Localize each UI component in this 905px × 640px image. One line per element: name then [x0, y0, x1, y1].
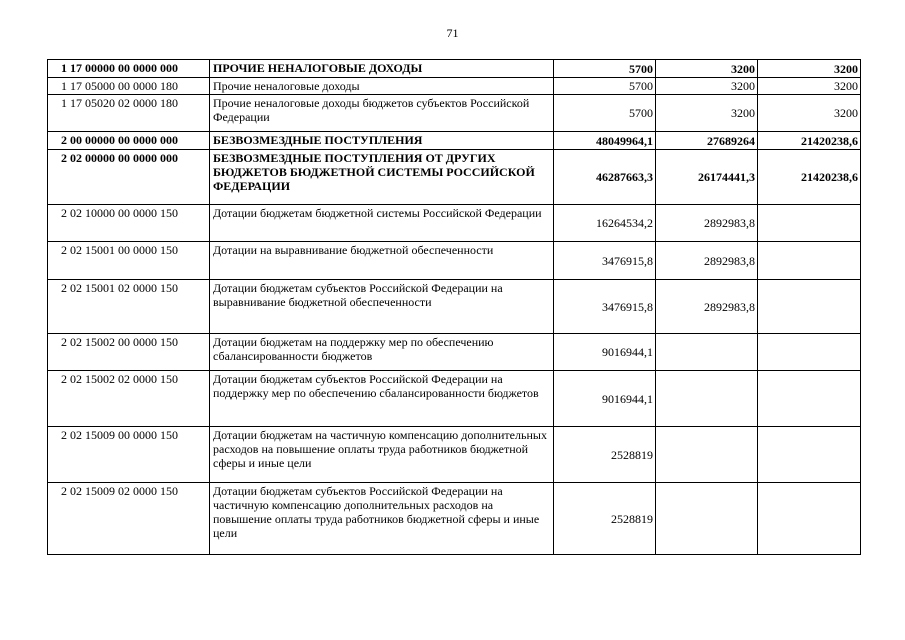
row-code-cell: 2 02 15009 00 0000 150: [48, 427, 210, 483]
row-value-year3-cell: [758, 242, 861, 280]
row-value-year2-cell: [656, 427, 758, 483]
row-value-year2-cell: 3200: [656, 60, 758, 78]
row-value-year1-cell: 9016944,1: [554, 371, 656, 427]
table-row: [48, 483, 861, 555]
row-value-year3-cell: [758, 205, 861, 242]
row-value-year1-cell: 9016944,1: [554, 334, 656, 371]
row-value-year3-cell: [758, 334, 861, 371]
row-value-year1-cell: 5700: [554, 60, 656, 78]
row-code-cell: 2 02 10000 00 0000 150: [48, 205, 210, 242]
row-name-cell: БЕЗВОЗМЕЗДНЫЕ ПОСТУПЛЕНИЯ ОТ ДРУГИХ БЮДЖЕТОВ БЮДЖЕТНОЙ СИСТЕМЫ РОССИЙСКОЙ ФЕДЕРАЦИИ: [210, 150, 554, 205]
row-code-cell: 2 02 15009 02 0000 150: [48, 483, 210, 555]
row-name-cell: Дотации бюджетам субъектов Российской Федерации на поддержку мер по обеспечению сбалансированности бюджетов: [210, 371, 554, 427]
row-name-cell: ПРОЧИЕ НЕНАЛОГОВЫЕ ДОХОДЫ: [210, 60, 554, 78]
table-row: [48, 242, 861, 280]
row-value-year2-cell: 27689264: [656, 132, 758, 150]
row-name-cell: Дотации бюджетам бюджетной системы Российской Федерации: [210, 205, 554, 242]
row-value-year3-cell: 3200: [758, 60, 861, 78]
row-value-year2-cell: 2892983,8: [656, 242, 758, 280]
row-value-year2-cell: [656, 334, 758, 371]
row-name-cell: Дотации на выравнивание бюджетной обеспеченности: [210, 242, 554, 280]
row-code-cell: 2 02 15002 02 0000 150: [48, 371, 210, 427]
row-code-cell: 2 02 15001 00 0000 150: [48, 242, 210, 280]
row-value-year3-cell: 21420238,6: [758, 132, 861, 150]
row-value-year2-cell: 26174441,3: [656, 150, 758, 205]
row-value-year1-cell: 5700: [554, 78, 656, 95]
budget-revenue-table: [47, 59, 861, 555]
table-row: [48, 60, 861, 78]
row-value-year3-cell: [758, 427, 861, 483]
row-value-year2-cell: 2892983,8: [656, 205, 758, 242]
row-name-cell: Дотации бюджетам на поддержку мер по обеспечению сбалансированности бюджетов: [210, 334, 554, 371]
table-row: [48, 132, 861, 150]
table-row: [48, 371, 861, 427]
row-value-year2-cell: 3200: [656, 95, 758, 132]
row-name-cell: БЕЗВОЗМЕЗДНЫЕ ПОСТУПЛЕНИЯ: [210, 132, 554, 150]
table-row: [48, 95, 861, 132]
row-code-cell: 2 00 00000 00 0000 000: [48, 132, 210, 150]
row-value-year2-cell: 3200: [656, 78, 758, 95]
row-value-year3-cell: [758, 280, 861, 334]
row-value-year1-cell: 2528819: [554, 427, 656, 483]
row-value-year3-cell: [758, 371, 861, 427]
row-name-cell: Дотации бюджетам на частичную компенсацию дополнительных расходов на повышение оплаты труда работников бюджетной сферы и иные цели: [210, 427, 554, 483]
row-value-year2-cell: 2892983,8: [656, 280, 758, 334]
row-value-year3-cell: 3200: [758, 95, 861, 132]
table-row: [48, 427, 861, 483]
row-value-year1-cell: 3476915,8: [554, 242, 656, 280]
table-row: [48, 280, 861, 334]
row-code-cell: 2 02 15002 00 0000 150: [48, 334, 210, 371]
row-name-cell: Прочие неналоговые доходы: [210, 78, 554, 95]
row-name-cell: Прочие неналоговые доходы бюджетов субъектов Российской Федерации: [210, 95, 554, 132]
row-name-cell: Дотации бюджетам субъектов Российской Федерации на частичную компенсацию дополнительных расходов на повышение оплаты труда работников бюджетной сферы и иные цели: [210, 483, 554, 555]
row-value-year3-cell: [758, 483, 861, 555]
row-value-year1-cell: 46287663,3: [554, 150, 656, 205]
row-name-cell: Дотации бюджетам субъектов Российской Федерации на выравнивание бюджетной обеспеченности: [210, 280, 554, 334]
table-row: [48, 150, 861, 205]
page-number: 71: [446, 26, 459, 40]
row-value-year2-cell: [656, 371, 758, 427]
table-row: [48, 334, 861, 371]
row-value-year3-cell: 21420238,6: [758, 150, 861, 205]
row-code-cell: 1 17 00000 00 0000 000: [48, 60, 210, 78]
row-value-year3-cell: 3200: [758, 78, 861, 95]
row-value-year1-cell: 2528819: [554, 483, 656, 555]
row-code-cell: 1 17 05020 02 0000 180: [48, 95, 210, 132]
table-row: [48, 78, 861, 95]
row-code-cell: 1 17 05000 00 0000 180: [48, 78, 210, 95]
row-value-year1-cell: 5700: [554, 95, 656, 132]
table-body: [48, 60, 861, 555]
row-code-cell: 2 02 00000 00 0000 000: [48, 150, 210, 205]
row-value-year1-cell: 16264534,2: [554, 205, 656, 242]
row-value-year2-cell: [656, 483, 758, 555]
row-value-year1-cell: 48049964,1: [554, 132, 656, 150]
row-code-cell: 2 02 15001 02 0000 150: [48, 280, 210, 334]
row-value-year1-cell: 3476915,8: [554, 280, 656, 334]
table-row: [48, 205, 861, 242]
